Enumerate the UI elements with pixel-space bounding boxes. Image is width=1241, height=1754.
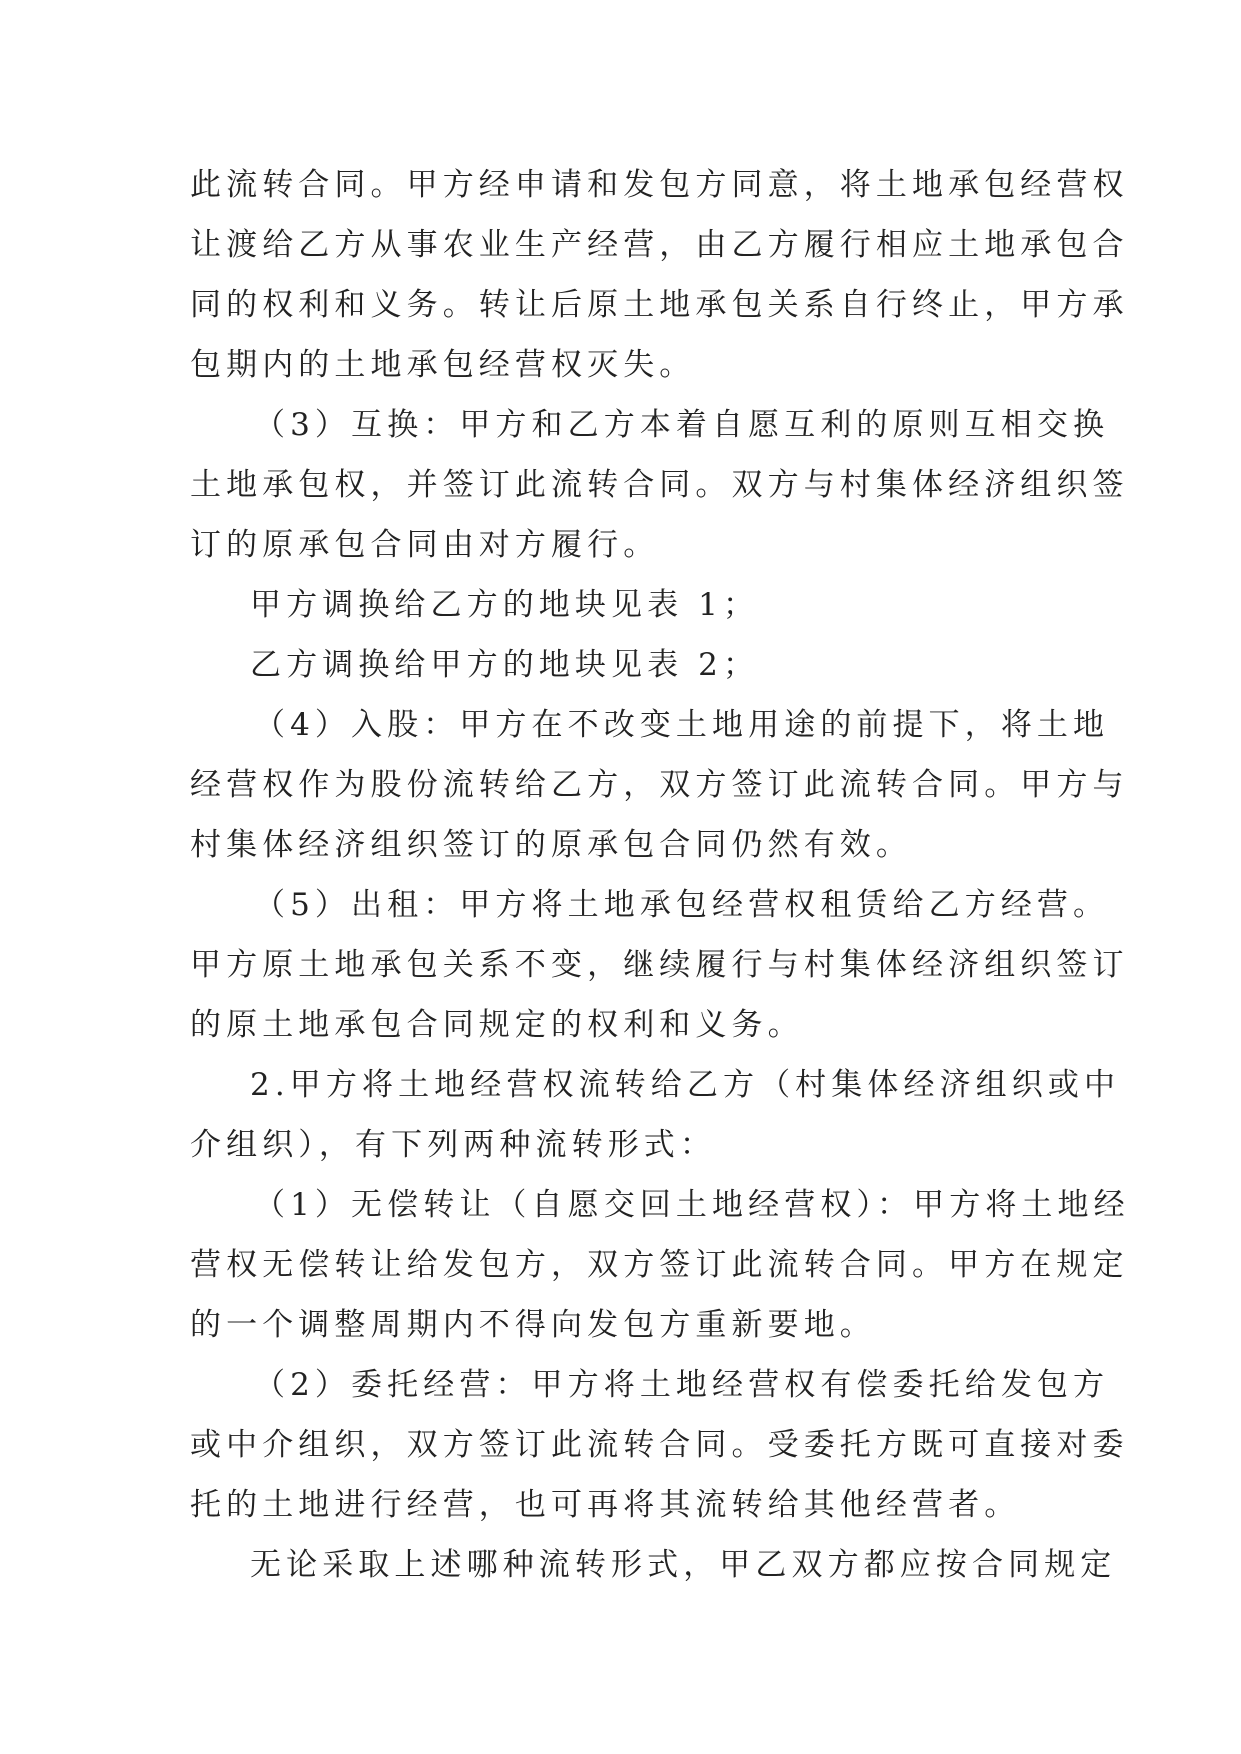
- text-line: 甲方调换给乙方的地块见表 1；: [250, 587, 760, 623]
- text-line: （3）互换：甲方和乙方本着自愿互利的原则互相交换: [254, 407, 1110, 443]
- text-line: 乙方调换给甲方的地块见表 2；: [250, 647, 760, 683]
- text-line: 的原土地承包合同规定的权利和义务。: [190, 1007, 804, 1043]
- text-line: （1）无偿转让（自愿交回土地经营权）：甲方将土地经: [254, 1187, 1130, 1223]
- text-line: 无论采取上述哪种流转形式，甲乙双方都应按合同规定: [250, 1547, 1117, 1583]
- text-line: 介组织），有下列两种流转形式：: [190, 1127, 716, 1163]
- text-line: 此流转合同。甲方经申请和发包方同意，将土地承包经营权: [190, 167, 1129, 203]
- text-line: 经营权作为股份流转给乙方，双方签订此流转合同。甲方与: [190, 767, 1129, 803]
- text-line: （2）委托经营：甲方将土地经营权有偿委托给发包方: [254, 1367, 1110, 1403]
- text-line: （4）入股：甲方在不改变土地用途的前提下，将土地: [254, 707, 1110, 743]
- text-line: 同的权利和义务。转让后原土地承包关系自行终止，甲方承: [190, 287, 1129, 323]
- text-line: 订的原承包合同由对方履行。: [190, 527, 660, 563]
- text-line: 土地承包权，并签订此流转合同。双方与村集体经济组织签: [190, 467, 1129, 503]
- text-line: 的一个调整周期内不得向发包方重新要地。: [190, 1307, 876, 1343]
- text-line: 或中介组织，双方签订此流转合同。受委托方既可直接对委: [190, 1427, 1129, 1463]
- text-line: 托的土地进行经营，也可再将其流转给其他经营者。: [190, 1487, 1021, 1523]
- text-line: 让渡给乙方从事农业生产经营，由乙方履行相应土地承包合: [190, 227, 1129, 263]
- text-line: 2.甲方将土地经营权流转给乙方（村集体经济组织或中: [250, 1067, 1121, 1103]
- text-line: 甲方原土地承包关系不变，继续履行与村集体经济组织签订: [190, 947, 1129, 983]
- text-line: 村集体经济组织签订的原承包合同仍然有效。: [190, 827, 912, 863]
- text-line: 营权无偿转让给发包方，双方签订此流转合同。甲方在规定: [190, 1247, 1129, 1283]
- text-line: （5）出租：甲方将土地承包经营权租赁给乙方经营。: [254, 887, 1110, 923]
- text-line: 包期内的土地承包经营权灭失。: [190, 347, 696, 383]
- contract-body-text: [190, 155, 1130, 1595]
